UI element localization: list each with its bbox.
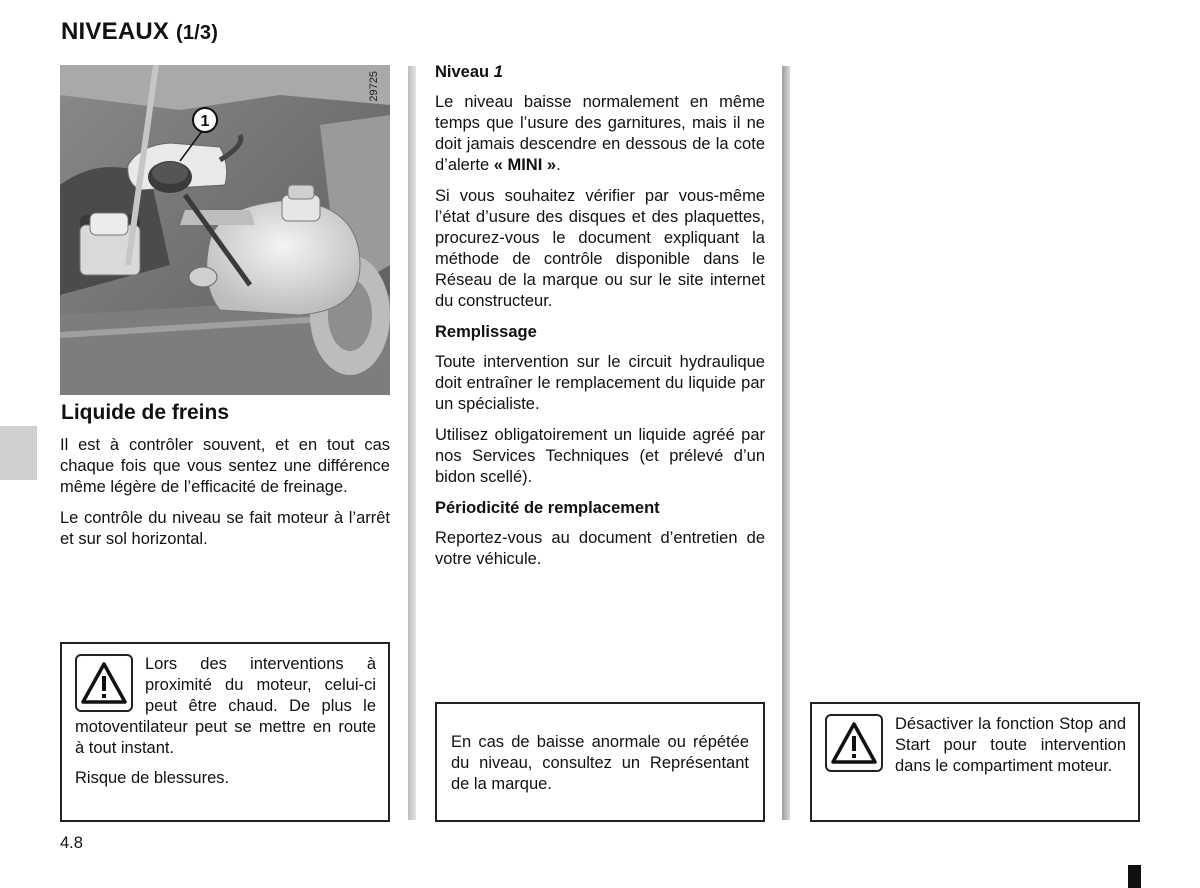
paragraph: Si vous souhaitez vérifier par vous-même l’état d’usure des disques et des plaquettes, procurez-vous le document expliquant la méthode de contrôle disponible dans le Réseau de la marque ou sur le site internet du constructeur. <box>435 187 765 310</box>
page-number: 4.8 <box>60 834 83 852</box>
left-column-text <box>60 435 390 560</box>
subheading: Niveau 1 <box>435 63 503 81</box>
paragraph: Toute intervention sur le circuit hydraulique doit entraîner le remplacement du liquide par un spécialiste. <box>435 353 765 413</box>
paragraph: Utilisez obligatoirement un liquide agréé par nos Services Techniques (et prélevé d’un bidon scellé). <box>435 426 765 486</box>
warning-box <box>60 642 390 822</box>
warning-text: Désactiver la fonction Stop and Start pour toute intervention dans le compartiment moteur. <box>895 715 1126 775</box>
page-title-part: (1/3) <box>175 22 219 44</box>
warning-text: Lors des interventions à proximité du moteur, celui-ci peut être chaud. De plus le motoventilateur peut se mettre en route à tout instant. <box>75 655 376 757</box>
info-text: En cas de baisse anormale ou répétée du niveau, consultez un Représentant de la marque. <box>451 733 749 793</box>
warning-triangle-icon <box>825 714 883 772</box>
chapter-tab <box>0 426 37 480</box>
subheading: Remplissage <box>435 323 537 341</box>
callout-number: 1 <box>200 113 210 130</box>
middle-column <box>435 62 765 580</box>
column-divider <box>408 66 416 820</box>
paragraph: Le niveau baisse normalement en même temps que l’usure des garnitures, mais il ne doit jamais descendre en dessous de la cote d’alerte « MINI ». <box>435 93 765 174</box>
paragraph: Il est à contrôler souvent, et en tout cas chaque fois que vous sentez une différence même légère de l’efficacité de freinage. <box>60 436 390 496</box>
engine-bay-photo <box>60 65 390 395</box>
page-title: NIVEAUX (1/3) <box>61 18 219 45</box>
figure-code: 29725 <box>368 71 380 102</box>
section-heading: Liquide de freins <box>61 401 230 424</box>
warning-box <box>810 702 1140 822</box>
warning-text: Risque de blessures. <box>75 769 230 787</box>
info-box <box>435 702 765 822</box>
corner-mark <box>1128 865 1141 888</box>
subheading: Périodicité de remplacement <box>435 499 660 517</box>
warning-triangle-icon <box>75 654 133 712</box>
column-divider <box>782 66 790 820</box>
paragraph: Le contrôle du niveau se fait moteur à l’arrêt et sur sol horizontal. <box>60 509 390 548</box>
paragraph: Reportez-vous au document d’entretien de votre véhicule. <box>435 529 765 568</box>
